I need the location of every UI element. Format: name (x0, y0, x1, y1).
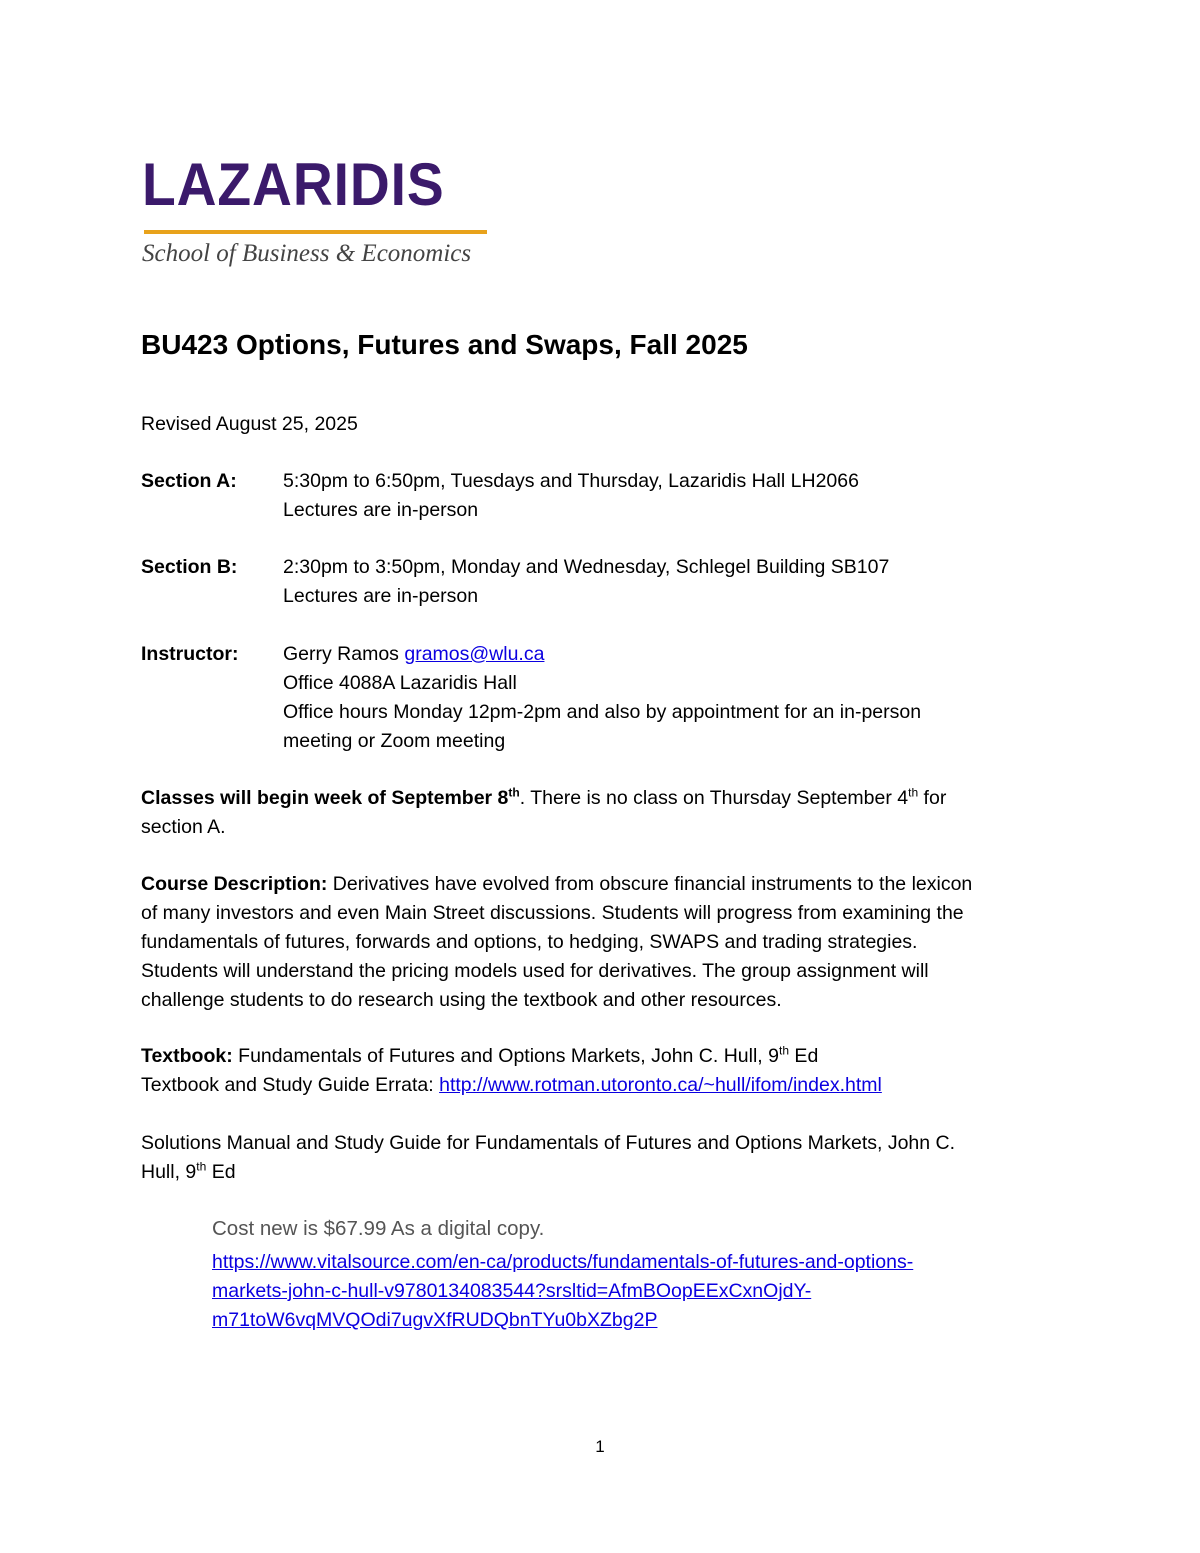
course-description-line-4: Students will understand the pricing models used for derivatives. The group assignment will (141, 960, 929, 982)
course-description-line-5: challenge students to do research using the textbook and other resources. (141, 989, 782, 1011)
instructor-email-link[interactable]: gramos@wlu.ca (404, 643, 545, 665)
errata-label: Textbook and Study Guide Errata: (141, 1074, 440, 1096)
section-b-time: 2:30pm to 3:50pm, Monday and Wednesday, Schlegel Building SB107 (283, 556, 890, 578)
instructor-office: Office 4088A Lazaridis Hall (283, 672, 517, 694)
course-description-label: Course Description: (141, 873, 328, 895)
textbook-label: Textbook: (141, 1045, 233, 1067)
instructor-label: Instructor: (141, 643, 239, 665)
section-b-format: Lectures are in-person (283, 585, 479, 607)
logo-subtitle: School of Business & Economics (142, 240, 472, 267)
classes-begin-bold: Classes will begin week of September 8th (141, 785, 520, 809)
textbook-line: Textbook: Fundamentals of Futures and Options Markets, John C. Hull, 9th Ed (141, 1043, 819, 1067)
section-a-time: 5:30pm to 6:50pm, Tuesdays and Thursday, Lazaridis Hall LH2066 (283, 470, 859, 492)
logo-gold-bar (144, 230, 487, 234)
vitalsource-link-cont[interactable]: markets-john-c-hull-v9780134083544?srsltid=AfmBOopEExCxnOjdY- (212, 1280, 812, 1302)
classes-begin-line: Classes will begin week of September 8th. There is no class on Thursday September 4th for (141, 785, 947, 809)
section-a-label: Section A: (141, 470, 237, 492)
classes-sup: th (908, 785, 919, 800)
instructor-name-line (283, 640, 544, 669)
section-a-format: Lectures are in-person (283, 499, 479, 521)
errata-line (141, 1071, 882, 1100)
course-description-line-2: of many investors and even Main Street discussions. Students will progress from examining the (141, 902, 964, 924)
textbook-title: Fundamentals of Futures and Options Markets, John C. Hull, 9 (232, 1045, 779, 1067)
errata-link[interactable]: http://www.rotman.utoronto.ca/~hull/ifom/index.html (439, 1074, 882, 1096)
solutions-line-1: Solutions Manual and Study Guide for Fundamentals of Futures and Options Markets, John C. (141, 1132, 956, 1154)
vitalsource-link[interactable]: https://www.vitalsource.com/en-ca/products/fundamentals-of-futures-and-options- (212, 1251, 914, 1273)
instructor-hours-cont: meeting or Zoom meeting (283, 730, 506, 752)
classes-note: . There is no class on Thursday September 4 (519, 787, 909, 809)
vitalsource-link-end[interactable]: m71toW6vqMVQOdi7ugvXfRUDQbnTYu0bXZbg2P (212, 1309, 658, 1331)
lazaridis-logo (142, 151, 492, 273)
page-number: 1 (595, 1437, 605, 1456)
section-b-label: Section B: (141, 556, 238, 578)
course-description-line-1: Course Description: Derivatives have evolved from obscure financial instruments to the lexicon (141, 873, 973, 895)
classes-begin-line-2: section A. (141, 816, 226, 838)
instructor-hours: Office hours Monday 12pm-2pm and also by appointment for an in-person (283, 701, 922, 723)
vitalsource-link-line-3[interactable] (212, 1306, 657, 1335)
solutions-line-2: Hull, 9th Ed (141, 1159, 236, 1183)
cost-text: Cost new is $67.99 As a digital copy. (212, 1217, 545, 1240)
course-description-line-3: fundamentals of futures, forwards and options, to hedging, SWAPS and trading strategies. (141, 931, 918, 953)
logo-wordmark: LAZARIDIS (142, 151, 445, 218)
vitalsource-link-line-1[interactable] (212, 1248, 913, 1277)
instructor-name: Gerry Ramos (283, 643, 405, 665)
vitalsource-link-line-2[interactable] (212, 1277, 811, 1306)
page-title: BU423 Options, Futures and Swaps, Fall 2025 (141, 329, 748, 360)
revised-date: Revised August 25, 2025 (141, 413, 358, 435)
